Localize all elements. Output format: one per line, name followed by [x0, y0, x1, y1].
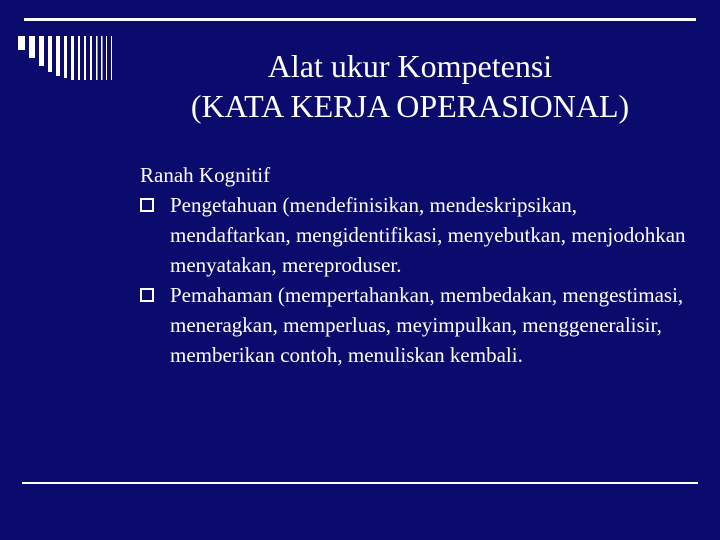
bottom-rule [22, 482, 698, 484]
bullet-text: Pemahaman (mempertahankan, membedakan, mengestimasi, meneragkan, memperluas, meyimpulkan, menggeneralisir, memberikan contoh, menuliskan kembali. [170, 283, 684, 367]
slide-content [140, 160, 700, 370]
bullet-text: Pengetahuan (mendefinisikan, mendeskripsikan, mendaftarkan, mengidentifikasi, menyebutkan, menjodohkan menyatakan, mereproduser. [170, 193, 686, 277]
title-line-2: (KATA KERJA OPERASIONAL) [190, 88, 630, 124]
square-bullet-icon [140, 288, 154, 302]
bullet-item [140, 280, 700, 370]
top-rule [24, 18, 696, 21]
bullet-item [140, 190, 700, 280]
title-line-1: Alat ukur Kompetensi [267, 48, 553, 84]
square-bullet-icon [140, 198, 154, 212]
section-heading: Ranah Kognitif [140, 163, 271, 187]
slide-title [140, 46, 680, 126]
